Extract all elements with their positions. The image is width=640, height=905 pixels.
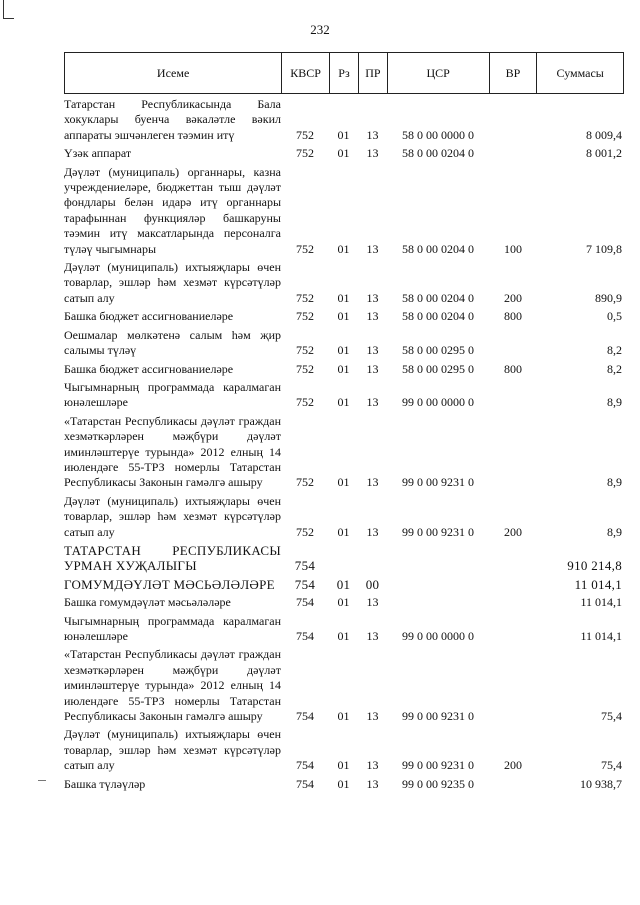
cell-rz: 01: [337, 475, 350, 490]
cell-kvsr: 752: [296, 395, 314, 410]
cell-rz: 01: [336, 576, 351, 592]
cell-rz: 01: [337, 776, 350, 791]
cell-name: Дәүләт (муниципаль) органнары, казна учреждениеләре, бюджеттан тыш дәүләт фондлары белән идарә итү органнары тарафыннан функцияләр башкаруны тәэмин итү максатларында персоналга түләү чыгымнары: [64, 164, 281, 256]
cell-name: Татарстан Республикасында Бала хокуклары буенча вәкаләтле вәкил аппараты эшчәнлеген тәэмин итү: [64, 97, 281, 142]
table-row: [64, 328, 624, 359]
cell-name: Башка бюджет ассигнованиеләре: [64, 361, 234, 376]
cell-vr: 800: [504, 309, 522, 324]
cell-pr: 13: [366, 290, 379, 305]
cell-rz: 01: [337, 395, 350, 410]
table-row: [64, 309, 624, 324]
cell-name: Чыгымнарның программада каралмаган юнәлешләре: [64, 379, 281, 410]
cell-pr: 13: [366, 595, 379, 610]
cell-kvsr: 752: [296, 127, 314, 142]
cell-kvsr: 752: [296, 475, 314, 490]
header-sum: Суммасы: [536, 53, 623, 93]
cell-name: Башка бюджет ассигнованиеләре: [64, 309, 234, 324]
cell-rz: 01: [337, 343, 350, 358]
cell-name: Башка түләүләр: [64, 776, 146, 791]
cell-kvsr: 752: [296, 146, 314, 161]
cell-csr: 58 0 00 0295 0: [402, 361, 474, 376]
cell-vr: 200: [504, 290, 522, 305]
header-rz: Рз: [329, 53, 358, 93]
cell-name: ГОМУМДӘҮЛӘТ МӘСЬӘЛӘЛӘРЕ: [64, 576, 275, 592]
cell-name: Оешмалар мөлкәтенә салым һәм җир салымы түләү: [64, 327, 281, 358]
cell-csr: 58 0 00 0000 0: [402, 127, 474, 142]
table-row: [64, 577, 624, 592]
table-row: [64, 595, 624, 610]
cell-pr: 13: [366, 524, 379, 539]
cell-kvsr: 754: [296, 758, 314, 773]
cell-pr: 13: [366, 309, 379, 324]
cell-rz: 01: [337, 709, 350, 724]
cell-kvsr: 754: [296, 595, 314, 610]
cell-sum: 0,5: [607, 309, 622, 324]
cell-name: «Татарстан Республикасы дәүләт граждан хезмәткәрләрен мәҗбүри дәүләт иминләштерүе турында» 2012 елның 14 июлендәге 55-ТРЗ номерлы Татарстан Республикасы Законын гамәлгә ашыру: [64, 647, 281, 724]
cell-csr: 99 0 00 0000 0: [402, 629, 474, 643]
cell-pr: 13: [366, 127, 379, 142]
header-pr: ПР: [358, 53, 387, 93]
cell-name: Дәүләт (муниципаль) ихтыяҗлары өчен товарлар, эшләр һәм хезмәт күрсәтүләр сатып алу: [64, 493, 281, 539]
cell-kvsr: 754: [294, 558, 316, 574]
cell-csr: 58 0 00 0204 0: [402, 309, 474, 324]
cell-kvsr: 752: [296, 524, 314, 539]
cell-name: «Татарстан Республикасы дәүләт граждан хезмәткәрләрен мәҗбүри дәүләт иминләштерүе турында» 2012 елның 14 июлендәге 55-ТРЗ номерлы Татарстан Республикасы Законын гамәлгә ашыру: [64, 413, 281, 490]
cell-rz: 01: [337, 595, 350, 610]
budget-table: [64, 52, 624, 792]
page-number: 232: [310, 22, 330, 37]
cell-rz: 01: [337, 241, 350, 256]
cell-csr: 58 0 00 0204 0: [402, 290, 474, 305]
cell-rz: 01: [337, 758, 350, 773]
table-row: [64, 380, 624, 411]
cell-pr: 13: [366, 475, 379, 490]
cell-rz: 01: [337, 524, 350, 539]
scan-corner-mark: [3, 0, 14, 19]
cell-sum: 910 214,8: [567, 558, 622, 574]
table-header: [64, 52, 624, 94]
cell-csr: 58 0 00 0204 0: [402, 241, 474, 256]
table-row: [64, 494, 624, 540]
cell-name: Дәүләт (муниципаль) ихтыяҗлары өчен товарлар, эшләр һәм хезмәт күрсәтүләр сатып алу: [64, 260, 281, 305]
cell-sum: 75,4: [601, 709, 622, 724]
cell-rz: 01: [337, 290, 350, 305]
cell-vr: 200: [504, 758, 522, 773]
cell-kvsr: 754: [296, 709, 314, 724]
cell-sum: 8 009,4: [586, 127, 622, 142]
cell-name: ТАТАРСТАН РЕСПУБЛИКАСЫ УРМАН ХУҖАЛЫГЫ: [64, 542, 281, 574]
header-csr: ЦСР: [387, 53, 489, 93]
table-body: [64, 97, 624, 792]
cell-pr: 00: [365, 576, 380, 592]
table-row: [64, 614, 624, 645]
table-row: [64, 414, 624, 491]
cell-pr: 13: [366, 758, 379, 773]
margin-tick: [38, 780, 46, 781]
cell-csr: 99 0 00 9231 0: [402, 709, 474, 724]
cell-csr: 58 0 00 0204 0: [402, 146, 474, 161]
cell-csr: 58 0 00 0295 0: [402, 343, 474, 358]
cell-rz: 01: [337, 309, 350, 324]
cell-name: Үзәк аппарат: [64, 146, 132, 161]
cell-sum: 890,9: [595, 290, 622, 305]
cell-sum: 8,9: [607, 524, 622, 539]
header-vr: ВР: [489, 53, 537, 93]
cell-sum: 8 001,2: [586, 146, 622, 161]
cell-kvsr: 754: [296, 629, 314, 643]
table-row: [64, 647, 624, 724]
cell-sum: 11 014,1: [580, 595, 622, 610]
cell-sum: 8,2: [607, 361, 622, 376]
header-name: Исеме: [156, 65, 190, 80]
cell-csr: 99 0 00 9231 0: [402, 475, 474, 490]
cell-kvsr: 754: [296, 776, 314, 791]
cell-pr: 13: [366, 361, 379, 376]
cell-csr: 99 0 00 9231 0: [402, 758, 474, 773]
cell-sum: 75,4: [601, 758, 622, 773]
cell-name: Башка гомумдәүләт мәсьәләләре: [64, 595, 231, 610]
table-row: [64, 777, 624, 792]
cell-sum: 10 938,7: [580, 776, 622, 791]
cell-kvsr: 752: [296, 361, 314, 376]
cell-vr: 200: [504, 524, 522, 539]
cell-pr: 13: [366, 146, 379, 161]
cell-name: Чыгымнарның программада каралмаган юнәлешләре: [64, 613, 281, 643]
table-row: [64, 165, 624, 257]
cell-csr: 99 0 00 9231 0: [402, 524, 474, 539]
cell-rz: 01: [337, 361, 350, 376]
cell-pr: 13: [366, 395, 379, 410]
cell-csr: 99 0 00 9235 0: [402, 776, 474, 791]
cell-sum: 8,9: [607, 475, 622, 490]
cell-pr: 13: [366, 629, 379, 643]
cell-rz: 01: [337, 127, 350, 142]
cell-name: Дәүләт (муниципаль) ихтыяҗлары өчен товарлар, эшләр һәм хезмәт күрсәтүләр сатып алу: [64, 727, 281, 773]
cell-kvsr: 754: [294, 576, 316, 592]
header-kvsr: КВСР: [281, 53, 329, 93]
cell-pr: 13: [366, 241, 379, 256]
cell-kvsr: 752: [296, 343, 314, 358]
cell-sum: 11 014,1: [574, 576, 622, 592]
cell-kvsr: 752: [296, 241, 314, 256]
cell-sum: 11 014,1: [580, 629, 622, 643]
cell-rz: 01: [337, 629, 350, 643]
table-row: [64, 260, 624, 306]
cell-kvsr: 752: [296, 309, 314, 324]
cell-csr: 99 0 00 0000 0: [402, 395, 474, 410]
cell-kvsr: 752: [296, 290, 314, 305]
cell-vr: 100: [504, 241, 522, 256]
table-row: [64, 146, 624, 161]
cell-pr: 13: [366, 343, 379, 358]
cell-pr: 13: [366, 709, 379, 724]
table-row: [64, 97, 624, 143]
cell-sum: 8,2: [607, 343, 622, 358]
table-row: [64, 362, 624, 377]
cell-pr: 13: [366, 776, 379, 791]
table-row: [64, 727, 624, 773]
cell-sum: 7 109,8: [586, 241, 622, 256]
cell-sum: 8,9: [607, 395, 622, 410]
cell-rz: 01: [337, 146, 350, 161]
cell-vr: 800: [504, 361, 522, 376]
table-row: [64, 543, 624, 574]
